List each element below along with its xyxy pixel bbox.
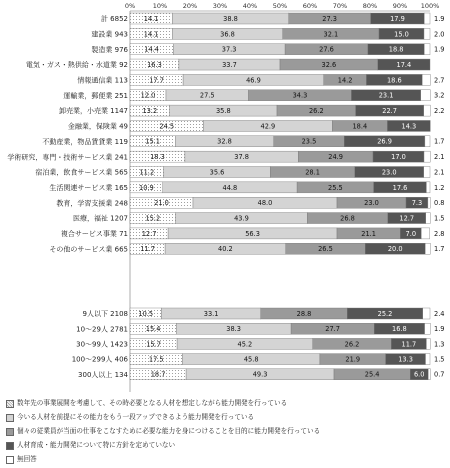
data-label-outside: 2.8 bbox=[434, 229, 445, 238]
legend-item bbox=[6, 426, 446, 439]
data-label: 15.2 bbox=[145, 214, 161, 223]
x-tick-label: 100% bbox=[420, 2, 440, 10]
data-label: 26.8 bbox=[340, 214, 355, 223]
data-label: 16.8 bbox=[392, 325, 407, 334]
data-label-outside: 1.9 bbox=[434, 325, 445, 334]
data-label: 37.3 bbox=[221, 45, 237, 54]
category-label: 不動産業，物品賃貸業 119 bbox=[42, 137, 128, 146]
legend-item bbox=[6, 454, 446, 467]
data-label: 14.2 bbox=[337, 76, 353, 85]
data-label: 22.7 bbox=[382, 107, 397, 115]
data-label: 18.4 bbox=[352, 122, 368, 131]
x-tick-label: 90% bbox=[392, 2, 408, 10]
data-label-outside: 1.7 bbox=[434, 137, 445, 146]
data-label: 17.5 bbox=[148, 355, 164, 364]
category-label: その他のサービス業 665 bbox=[49, 245, 128, 254]
x-tick-label: 60% bbox=[302, 2, 318, 10]
category-label: 学術研究，専門・技術サービス業 241 bbox=[7, 153, 128, 162]
data-label: 37.8 bbox=[234, 153, 249, 162]
bar-segment bbox=[422, 74, 430, 85]
legend-swatch-dark bbox=[6, 442, 14, 450]
x-tick-label: 80% bbox=[362, 2, 378, 10]
category-label: 300人以上 134 bbox=[78, 370, 128, 379]
data-label: 27.3 bbox=[322, 14, 337, 23]
category-label: 医療，福祉 1207 bbox=[72, 214, 128, 223]
category-label: 計 6852 bbox=[100, 15, 128, 24]
data-label-outside: 1.3 bbox=[434, 340, 445, 349]
data-label-outside: 2.0 bbox=[434, 30, 445, 39]
data-label: 40.2 bbox=[218, 245, 233, 254]
bar-segment bbox=[424, 13, 430, 24]
bar-segment bbox=[424, 28, 430, 39]
category-label: 建設業 943 bbox=[91, 30, 128, 39]
bar-segment bbox=[424, 105, 431, 116]
bar-segment bbox=[424, 151, 430, 162]
data-label: 32.1 bbox=[323, 30, 339, 39]
bar-segment bbox=[426, 182, 430, 193]
bar-segment bbox=[424, 44, 430, 55]
category-label: 10～29人 2781 bbox=[76, 325, 128, 334]
x-tick-label: 10% bbox=[152, 2, 168, 10]
data-label: 56.3 bbox=[245, 229, 260, 238]
data-label: 18.8 bbox=[388, 45, 404, 54]
data-label-outside: 1.9 bbox=[434, 45, 445, 54]
legend-label: 今いる人材を前提にその能力をもう一段アップできるよう能力開発を行っている bbox=[17, 413, 255, 421]
data-label: 17.6 bbox=[392, 183, 408, 192]
data-label: 14.1 bbox=[143, 14, 159, 23]
data-label: 48.0 bbox=[257, 199, 273, 208]
data-label-outside: 0.7 bbox=[434, 370, 445, 379]
bar-segment bbox=[423, 308, 430, 319]
data-label-outside: 2.1 bbox=[434, 168, 445, 177]
data-label: 15.0 bbox=[394, 30, 409, 39]
bar-segment bbox=[426, 338, 430, 349]
data-label: 11.7 bbox=[401, 340, 417, 349]
data-label: 14.3 bbox=[401, 122, 417, 131]
data-label: 10.9 bbox=[139, 183, 154, 192]
bar-segment bbox=[421, 90, 431, 101]
data-label: 26.2 bbox=[344, 340, 360, 349]
data-label-outside: 2.7 bbox=[434, 76, 445, 85]
data-label: 17.4 bbox=[396, 60, 412, 69]
data-label: 24.9 bbox=[328, 153, 343, 162]
data-label-outside: 3.2 bbox=[434, 91, 445, 100]
legend-swatch-light bbox=[6, 414, 14, 422]
data-label: 44.8 bbox=[222, 183, 238, 192]
category-label: 運輸業，郵便業 251 bbox=[63, 91, 128, 100]
data-label: 26.9 bbox=[377, 137, 392, 146]
data-label: 13.3 bbox=[398, 355, 413, 364]
data-label: 33.7 bbox=[222, 60, 237, 69]
category-label: 100～299人 406 bbox=[71, 355, 128, 364]
data-label: 36.8 bbox=[220, 30, 235, 39]
category-label: 卸売業，小売業 1147 bbox=[58, 107, 128, 116]
data-label-outside: 0.8 bbox=[434, 199, 445, 208]
category-label: 電気・ガス・熱供給・水道業 92 bbox=[25, 61, 128, 70]
legend-swatch-mid bbox=[6, 428, 14, 436]
legend-label: 人材育成・能力開発について特に方針を定めていない bbox=[17, 441, 176, 449]
data-label-outside: 1.5 bbox=[434, 355, 445, 364]
data-label: 18.3 bbox=[150, 153, 165, 162]
data-label-outside: 2.1 bbox=[434, 153, 445, 162]
bar-segment bbox=[426, 354, 431, 365]
category-label: 情報通信業 113 bbox=[77, 76, 128, 85]
data-label: 14.4 bbox=[144, 45, 159, 54]
data-label: 25.5 bbox=[328, 183, 343, 192]
category-label: 9人以下 2108 bbox=[82, 310, 128, 319]
data-label: 21.0 bbox=[154, 199, 169, 208]
data-label: 27.7 bbox=[325, 325, 340, 334]
data-label: 15.1 bbox=[145, 137, 160, 146]
data-label-outside: 2.2 bbox=[434, 107, 445, 115]
data-label: 49.3 bbox=[252, 370, 268, 379]
data-label: 7.0 bbox=[405, 229, 417, 238]
data-label: 26.2 bbox=[308, 107, 324, 115]
data-label: 18.6 bbox=[386, 76, 402, 85]
bar-segment bbox=[428, 369, 430, 380]
data-label: 27.6 bbox=[319, 45, 334, 54]
data-label: 15.7 bbox=[146, 340, 161, 349]
data-label: 26.5 bbox=[318, 245, 333, 254]
data-label-outside: 1.2 bbox=[434, 183, 445, 192]
data-label: 17.7 bbox=[149, 76, 164, 85]
data-label: 32.6 bbox=[321, 60, 337, 69]
data-label: 25.2 bbox=[377, 309, 393, 318]
data-label: 12.7 bbox=[399, 214, 415, 223]
data-label: 16.3 bbox=[147, 60, 162, 69]
data-label: 20.0 bbox=[387, 245, 403, 254]
bar-segment bbox=[428, 197, 430, 208]
x-tick-label: 0% bbox=[124, 2, 136, 10]
legend-item bbox=[6, 440, 446, 453]
data-label: 27.5 bbox=[199, 91, 215, 100]
legend-label: 個々の従業員が当面の仕事をこなすために必要な能力を身につけることを目的に能力開発を行っている bbox=[17, 427, 321, 435]
data-label: 45.8 bbox=[243, 355, 259, 364]
data-label: 38.8 bbox=[223, 14, 238, 23]
legend-label: 数年先の事業展開を考慮して、その時必要となる人材を想定しながら能力開発を行っている bbox=[17, 399, 288, 407]
bar-segment bbox=[426, 213, 431, 224]
category-label: 生活関連サービス業 165 bbox=[49, 183, 128, 192]
category-label: 教育，学習支援業 248 bbox=[56, 199, 128, 208]
data-label: 45.2 bbox=[237, 340, 253, 349]
x-tick-label: 40% bbox=[242, 2, 258, 10]
data-label: 23.0 bbox=[364, 199, 379, 208]
data-label: 6.0 bbox=[413, 370, 425, 379]
data-label: 12.0 bbox=[140, 91, 156, 100]
data-label: 11.2 bbox=[139, 168, 155, 177]
data-label: 43.9 bbox=[234, 214, 249, 223]
legend-swatch-dotted bbox=[6, 400, 14, 408]
data-label: 18.7 bbox=[150, 370, 166, 379]
data-label-outside: 1.7 bbox=[434, 245, 445, 254]
x-tick-label: 30% bbox=[212, 2, 228, 10]
data-label: 10.5 bbox=[138, 309, 154, 318]
data-label: 46.9 bbox=[246, 76, 261, 85]
data-label: 34.3 bbox=[292, 91, 308, 100]
category-label: 複合サービス事業 71 bbox=[60, 230, 128, 238]
data-label-outside: 2.4 bbox=[434, 309, 445, 318]
data-label: 21.9 bbox=[345, 355, 361, 364]
category-label: 金融業，保険業 49 bbox=[67, 122, 128, 131]
legend bbox=[6, 398, 446, 468]
x-tick-label: 20% bbox=[182, 2, 198, 10]
bar-segment bbox=[425, 136, 430, 147]
data-label: 33.1 bbox=[203, 309, 219, 318]
legend-item bbox=[6, 412, 446, 425]
x-tick-label: 50% bbox=[272, 2, 288, 10]
data-label: 24.5 bbox=[159, 122, 175, 131]
data-label: 7.3 bbox=[411, 199, 423, 208]
data-label: 35.6 bbox=[209, 168, 225, 177]
data-label: 17.0 bbox=[391, 153, 406, 162]
bar-segment bbox=[425, 243, 430, 254]
legend-item bbox=[6, 398, 446, 411]
data-label-outside: 1.9 bbox=[434, 14, 445, 23]
bar-segment bbox=[425, 323, 431, 334]
data-label: 12.7 bbox=[141, 229, 157, 238]
data-label: 13.2 bbox=[142, 107, 158, 115]
data-label: 28.8 bbox=[296, 309, 312, 318]
data-label: 14.1 bbox=[143, 30, 159, 39]
x-tick-label: 70% bbox=[332, 2, 348, 10]
legend-swatch-white bbox=[6, 456, 14, 464]
data-label: 23.1 bbox=[378, 91, 394, 100]
category-label: 製造業 976 bbox=[91, 45, 128, 54]
data-label: 23.0 bbox=[381, 168, 397, 177]
data-label-outside: 1.5 bbox=[434, 214, 445, 223]
data-label: 42.9 bbox=[260, 122, 276, 131]
legend-label: 無回答 bbox=[17, 455, 37, 463]
bar-segment bbox=[424, 167, 430, 178]
category-label: 宿泊業，飲食サービス業 565 bbox=[35, 168, 128, 177]
data-label: 17.9 bbox=[390, 14, 405, 23]
category-label: 30～99人 1423 bbox=[76, 340, 128, 349]
data-label: 25.4 bbox=[364, 370, 380, 379]
data-label: 32.8 bbox=[217, 137, 232, 146]
data-label: 15.4 bbox=[145, 325, 161, 334]
bar-segment bbox=[421, 228, 429, 239]
data-label: 28.1 bbox=[305, 168, 320, 177]
data-label: 21.1 bbox=[361, 229, 376, 238]
data-label: 35.8 bbox=[215, 107, 231, 115]
data-label: 11.7 bbox=[140, 245, 155, 254]
data-label: 23.5 bbox=[301, 137, 317, 146]
data-label: 38.3 bbox=[226, 325, 241, 334]
